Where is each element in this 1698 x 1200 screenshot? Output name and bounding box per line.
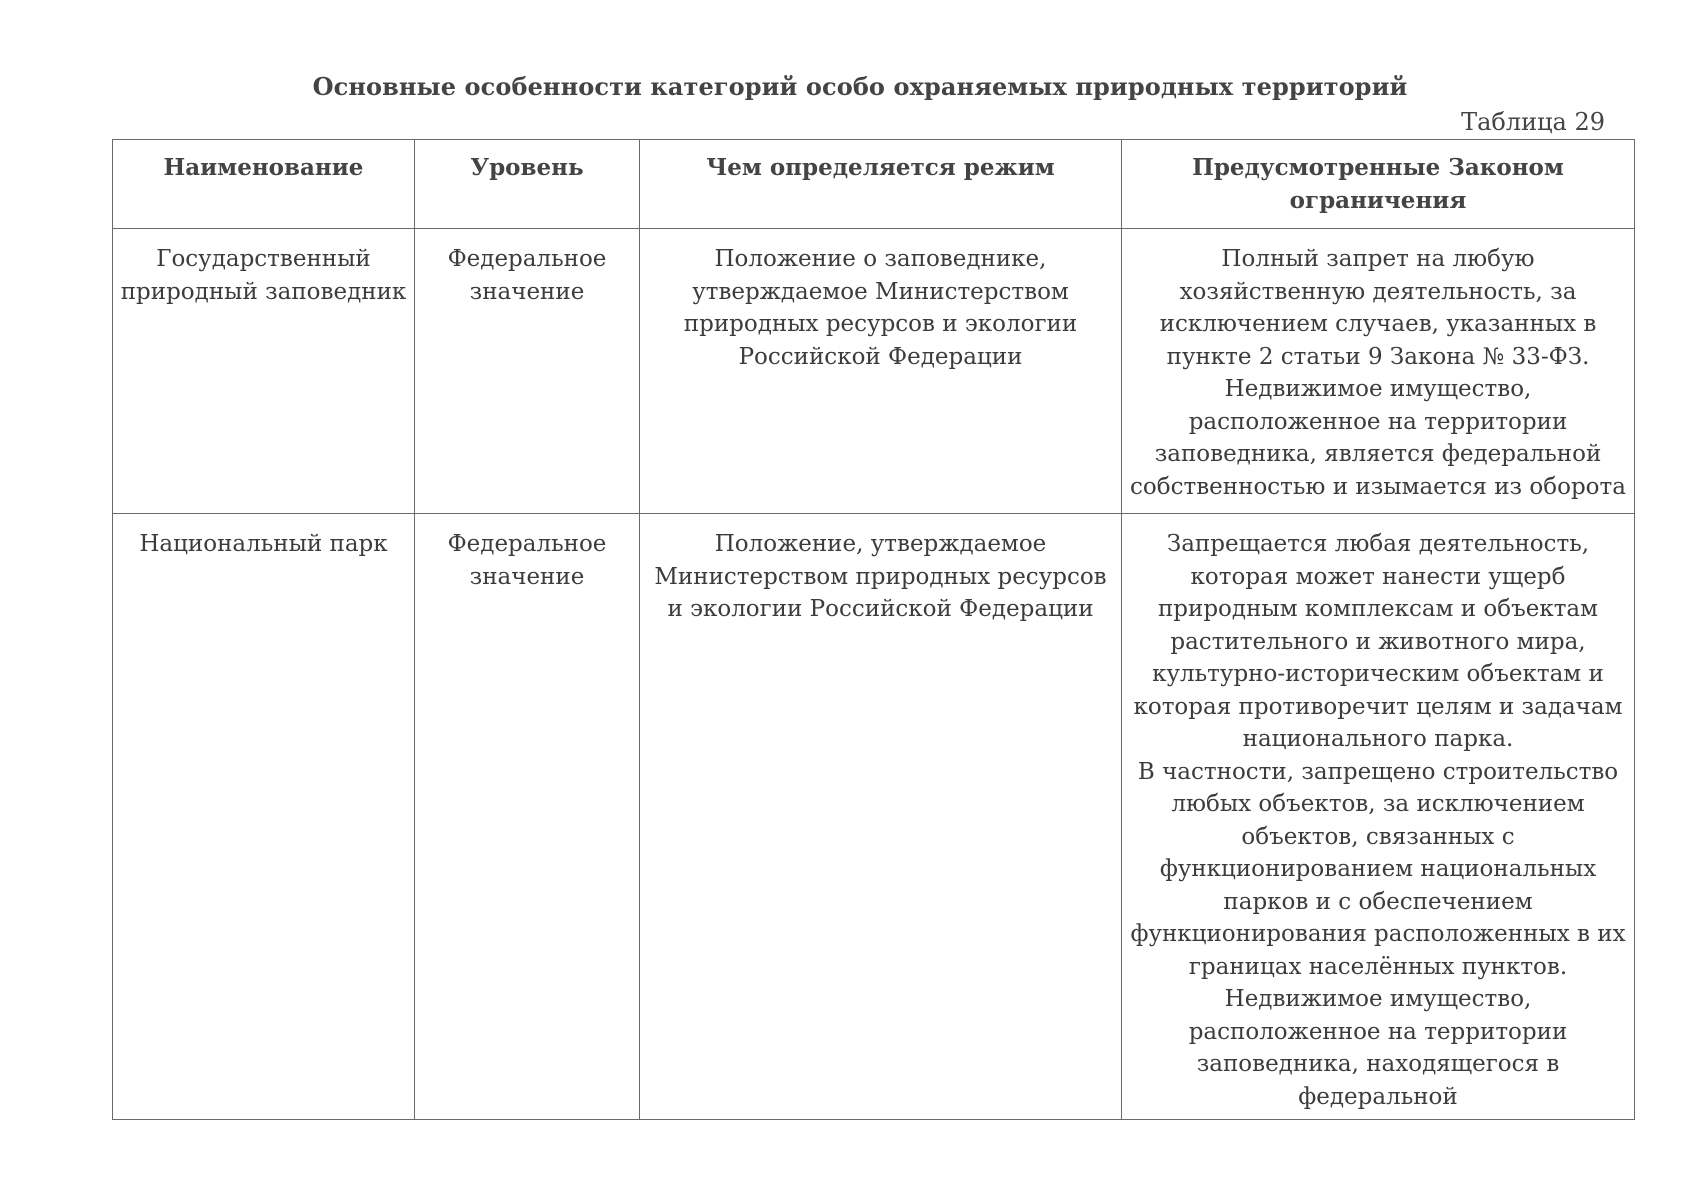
table-row bbox=[113, 229, 1635, 514]
table-row bbox=[113, 514, 1635, 1120]
cell-regime: Положение, утверждаемое Министерством природных ресурсов и экологии Российской Федерации bbox=[640, 514, 1122, 1120]
cell-regime: Положение о заповеднике, утверждаемое Министерством природных ресурсов и экологии Российской Федерации bbox=[640, 229, 1122, 514]
restriction-paragraph: Запрещается любая деятельность, которая может нанести ущерб природным комплексам и объектам растительного и животного мира, культурно-историческим объектам и которая противоречит целям и задачам национального парка. bbox=[1133, 531, 1623, 752]
header-regime: Чем определяется режим bbox=[640, 140, 1122, 229]
restriction-paragraph: Полный запрет на любую хозяйственную деятельность, за исключением случаев, указанных в пункте 2 статьи 9 Закона № 33-ФЗ. bbox=[1159, 246, 1597, 370]
protected-areas-table bbox=[112, 139, 1635, 1120]
table-header-row bbox=[113, 140, 1635, 229]
header-level: Уровень bbox=[415, 140, 640, 229]
cell-restrictions bbox=[1122, 514, 1635, 1120]
cell-level: Федеральное значение bbox=[415, 229, 640, 514]
restriction-paragraph: Недвижимое имущество, расположенное на территории заповедника, находящегося в федеральной bbox=[1188, 986, 1568, 1110]
restriction-paragraph: Недвижимое имущество, расположенное на территории заповедника, является федеральной собственностью и изымается из оборота bbox=[1130, 376, 1626, 500]
header-name: Наименование bbox=[113, 140, 415, 229]
table-number: Таблица 29 bbox=[1461, 108, 1605, 136]
cell-name: Государственный природный заповедник bbox=[113, 229, 415, 514]
restriction-paragraph: В частности, запрещено строительство любых объектов, за исключением объектов, связанных с функционированием национальных парков и с обеспечением функционирования расположенных в их границах населённых пунктов. bbox=[1130, 758, 1626, 980]
document-title: Основные особенности категорий особо охраняемых природных территорий bbox=[312, 72, 1408, 101]
header-restrictions: Предусмотренные Законом ограничения bbox=[1122, 140, 1635, 229]
cell-name: Национальный парк bbox=[113, 514, 415, 1120]
cell-restrictions bbox=[1122, 229, 1635, 514]
cell-level: Федеральное значение bbox=[415, 514, 640, 1120]
